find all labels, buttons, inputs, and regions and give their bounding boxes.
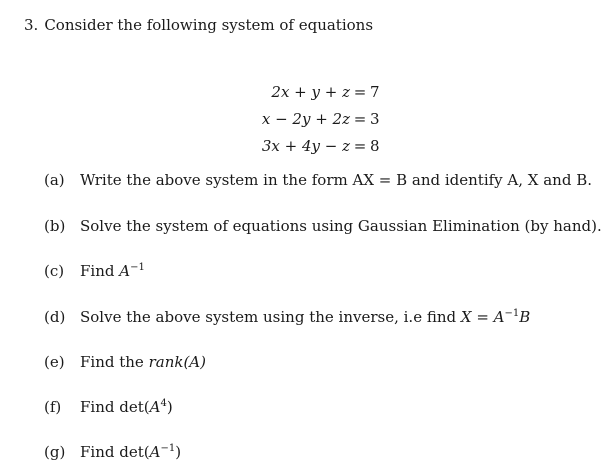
equation-3 (230, 134, 380, 158)
part-d (44, 305, 530, 329)
part-label: (g) (44, 443, 66, 461)
equation-rhs: 3 (370, 110, 380, 128)
part-math: rank(A) (148, 353, 206, 371)
part-a (44, 168, 592, 192)
part-math: A (149, 398, 161, 416)
part-label: (c) (44, 262, 65, 280)
part-label: (a) (44, 171, 65, 189)
part-label: (f) (44, 398, 62, 416)
part-math: A (119, 262, 131, 280)
part-text-suffix: ) (175, 443, 182, 461)
equation-lhs: 2x + y + z (271, 83, 350, 101)
equation-1 (230, 80, 380, 104)
part-superscript: −1 (130, 262, 145, 273)
part-g (44, 440, 181, 464)
part-text-prefix: Solve the above system using the inverse, i.e find (80, 308, 461, 326)
part-text: Write the above system in the form AX = B and identify A, X and B. (80, 171, 592, 189)
part-label: (e) (44, 353, 65, 371)
part-text (80, 395, 173, 419)
part-text-prefix: Find det( (80, 443, 150, 461)
problem-heading (24, 16, 373, 34)
part-label: (d) (44, 308, 66, 326)
part-superscript: −1 (160, 443, 176, 454)
part-text-prefix: Find det( (80, 398, 150, 416)
part-c (44, 259, 145, 283)
equation-equals: = (353, 137, 367, 155)
part-text (80, 440, 181, 464)
problem-heading-text: Consider the following system of equations (44, 16, 374, 34)
part-superscript: 4 (160, 398, 167, 409)
equation-lhs: 3x + 4y − z (261, 137, 350, 155)
part-text (80, 350, 206, 374)
part-f (44, 395, 173, 419)
equation-rhs: 8 (370, 137, 380, 155)
part-text-prefix: Find the (80, 353, 149, 371)
part-text (80, 259, 145, 283)
equation-2 (230, 107, 380, 131)
equation-equals: = (353, 83, 367, 101)
part-math: X = A (460, 308, 505, 326)
problem-number: 3. (24, 16, 39, 34)
part-text-prefix: Find (80, 262, 120, 280)
part-text-suffix: ) (166, 398, 173, 416)
part-b (44, 214, 602, 238)
part-text-suffix: B (519, 308, 531, 326)
equation-equals: = (353, 110, 367, 128)
part-superscript: −1 (504, 308, 520, 319)
part-math: A (149, 443, 161, 461)
part-label: (b) (44, 217, 66, 235)
equation-rhs: 7 (370, 83, 380, 101)
part-text: Solve the system of equations using Gaussian Elimination (by hand). (80, 217, 602, 235)
part-e (44, 350, 206, 374)
equation-lhs: x − 2y + 2z (261, 110, 350, 128)
part-text (80, 305, 530, 329)
